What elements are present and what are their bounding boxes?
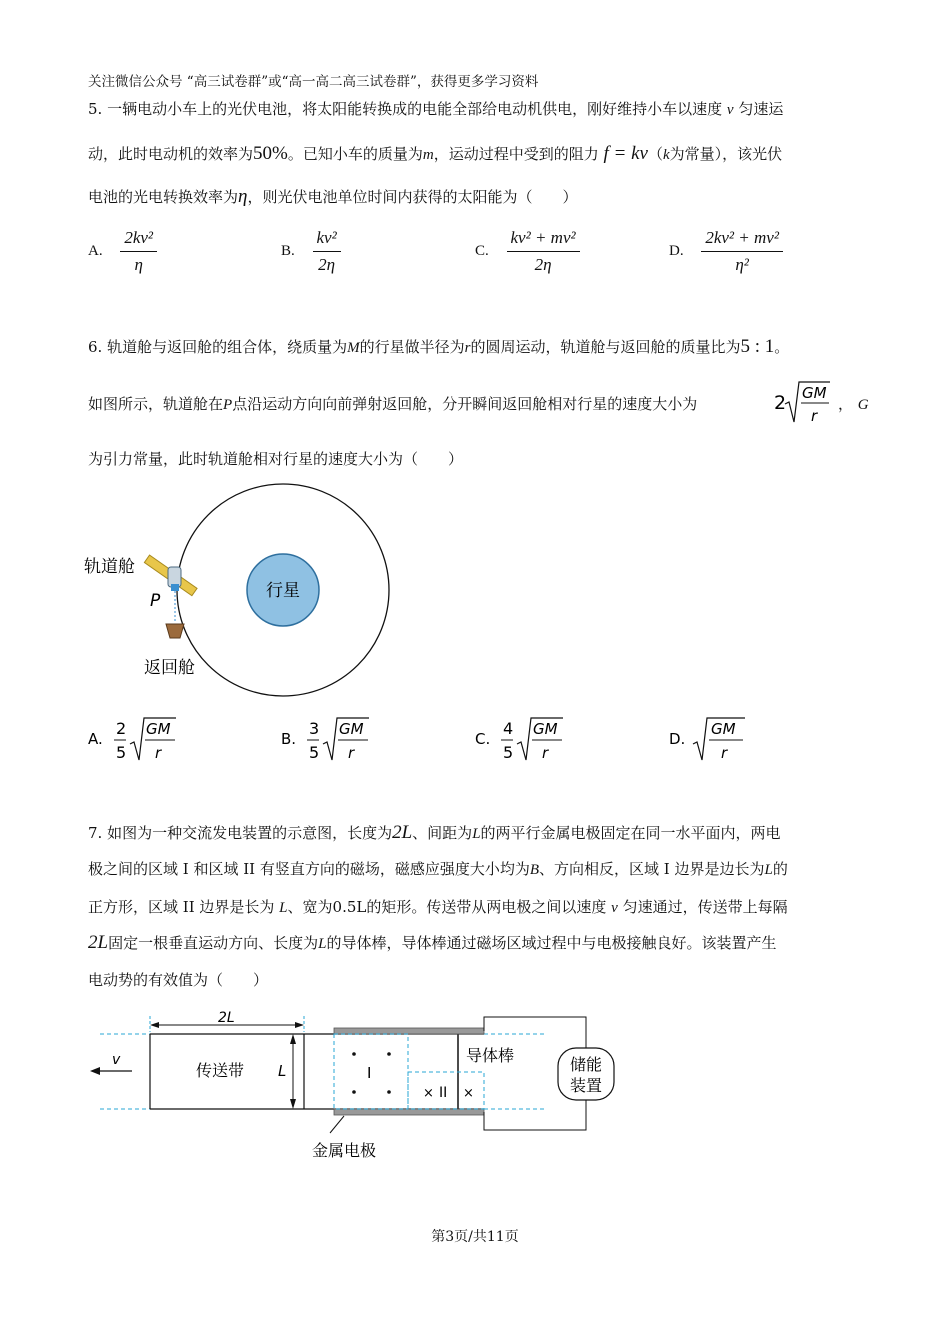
dim-2l-label: 2L	[218, 1010, 235, 1026]
q5-option-d[interactable]: D. $\frac{\text{2kv² + mv²}}{\text{η²}}$	[669, 228, 783, 275]
region-1-label: I	[367, 1064, 372, 1082]
q6-option-c[interactable]	[475, 714, 585, 770]
region-2-label: II	[439, 1085, 448, 1101]
q7-line5: 电动势的有效值为（ ）	[88, 971, 269, 989]
q5-option-b[interactable]: B. $\frac{\text{kv²}}{2\eta}$	[281, 228, 341, 275]
q6-option-a-num: 2	[116, 719, 127, 738]
wire-top	[484, 1017, 586, 1048]
electrode-label: 金属电极	[312, 1141, 377, 1160]
field-dot	[387, 1090, 391, 1094]
dim-l-label: L	[278, 1062, 287, 1080]
q6-line2-tail: ， G	[838, 395, 869, 413]
orbiter-icon	[144, 555, 197, 623]
q6-option-a-den: 5	[116, 743, 127, 762]
field-dot	[387, 1052, 391, 1056]
q6-root-den: r	[811, 407, 818, 425]
q6-option-b-svg	[281, 714, 391, 766]
q6-option-a-r: r	[155, 744, 162, 762]
q7-line4: 2L固定一根垂直运动方向、长度为L的导体棒，导体棒通过磁场区域过程中与电极接触良好。该装置产生	[88, 932, 777, 953]
q6-option-c-label: C.	[475, 730, 491, 748]
field-dot	[352, 1090, 356, 1094]
q6-option-d-r: r	[721, 744, 728, 762]
storage-label-1: 储能	[569, 1055, 603, 1074]
q6-option-b[interactable]	[281, 714, 391, 770]
q6-option-c-gm: GM	[533, 720, 558, 738]
q6-root-num: GM	[802, 384, 827, 402]
dim-2l-arrow-left	[150, 1022, 159, 1028]
q6-option-b-gm: GM	[339, 720, 364, 738]
q6-root-expression	[772, 376, 832, 432]
page-number: 第3页/共11页	[431, 1229, 519, 1245]
q6-option-c-svg	[475, 714, 585, 766]
q5-option-c[interactable]: C. $\frac{\text{kv² + mv²}}{2\eta}$	[475, 228, 580, 275]
capsule-label: 返回舱	[144, 658, 195, 678]
electrode-pointer	[330, 1116, 344, 1133]
q6-option-c-den: 5	[503, 743, 514, 762]
q5-line3: 电池的光电转换效率为η，则光伏电池单位时间内获得的太阳能为（ ）	[88, 186, 578, 207]
field-cross-right: ×	[463, 1086, 474, 1101]
q6-option-a-svg	[88, 714, 198, 766]
q6-option-a-label: A.	[88, 730, 103, 748]
q6-root-coef: 2	[774, 392, 787, 414]
header-note: 关注微信公众号 “高三试卷群”或“高一高二高三试卷群”，获得更多学习资料	[88, 74, 539, 90]
field-cross-left: ×	[423, 1086, 434, 1101]
q6-line1: 6. 轨道舱与返回舱的组合体，绕质量为M的行星做半径为r的圆周运动，轨道舱与返回舱的质量比为5 : 1。	[88, 336, 790, 357]
q6-option-b-r: r	[348, 744, 355, 762]
q6-root-svg	[772, 376, 832, 428]
q6-option-d-gm: GM	[711, 720, 736, 738]
q6-line3: 为引力常量，此时轨道舱相对行星的速度大小为（ ）	[88, 450, 464, 468]
storage-label-2: 装置	[569, 1076, 603, 1095]
q6-option-c-r: r	[542, 744, 549, 762]
orbiter-label: 轨道舱	[84, 557, 135, 577]
dim-2l-arrow-right	[295, 1022, 304, 1028]
electrode-top	[334, 1028, 484, 1034]
capsule-icon	[166, 624, 184, 638]
q5-line2: 动，此时电动机的效率为50%。已知小车的质量为m，运动过程中受到的阻力 f = kv（k为常量），该光伏	[88, 143, 783, 164]
rod-label: 导体棒	[466, 1046, 515, 1065]
q6-option-a[interactable]	[88, 714, 198, 770]
planet-label: 行星	[266, 581, 300, 601]
velocity-label: v	[112, 1052, 121, 1068]
q5-option-a[interactable]: A. $\frac{\text{2kv²}}{\eta}$	[88, 228, 157, 275]
generator-diagram	[86, 1008, 626, 1168]
velocity-arrow-icon	[90, 1067, 100, 1075]
q6-option-d[interactable]	[669, 714, 759, 770]
q6-option-b-label: B.	[281, 730, 297, 748]
q6-option-a-gm: GM	[146, 720, 171, 738]
q7-line2: 极之间的区域 I 和区域 II 有竖直方向的磁场，磁感应强度大小均为B、方向相反，区域 I 边界是边长为L的	[88, 860, 788, 878]
q6-option-d-label: D.	[669, 730, 686, 748]
point-p-label: P	[150, 591, 161, 611]
q5-line1: 5. 一辆电动小车上的光伏电池，将太阳能转换成的电能全部给电动机供电，刚好维持小车以速度 v 匀速运	[88, 100, 784, 118]
q6-option-d-svg	[669, 714, 759, 766]
q7-line3: 正方形，区域 II 边界是长为 L、宽为0.5L的矩形。传送带从两电极之间以速度 v 匀速通过，传送带上每隔	[88, 898, 788, 916]
field-dot	[352, 1052, 356, 1056]
electrode-bottom	[334, 1109, 484, 1115]
orbit-diagram	[80, 476, 410, 700]
belt-label: 传送带	[196, 1061, 245, 1080]
wire-bottom	[484, 1100, 586, 1130]
dim-l-arrow-top	[290, 1034, 296, 1044]
dim-l-arrow-bottom	[290, 1099, 296, 1109]
q7-line1: 7. 如图为一种交流发电装置的示意图，长度为2L、间距为L的两平行金属电极固定在同一水平面内，两电	[88, 822, 781, 843]
q6-option-b-den: 5	[309, 743, 320, 762]
q6-option-b-num: 3	[309, 719, 320, 738]
q6-option-c-num: 4	[503, 719, 514, 738]
q6-line2: 如图所示，轨道舱在P点沿运动方向向前弹射返回舱，分开瞬间返回舱相对行星的速度大小为	[88, 395, 698, 413]
